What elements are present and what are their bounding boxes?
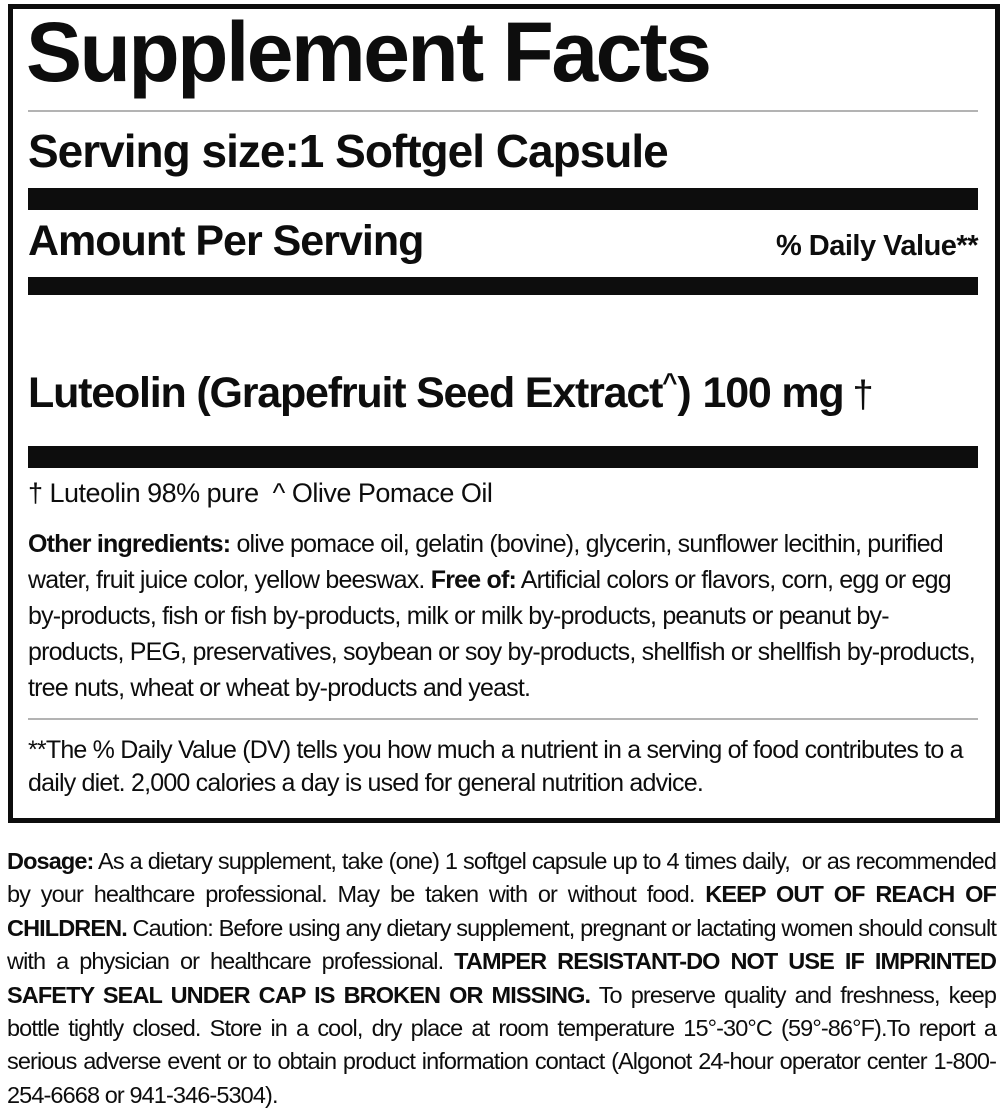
serving-size-row (28, 126, 668, 177)
nutrient-paren-close: ) (677, 369, 691, 417)
column-header-row (28, 217, 978, 266)
amount-per-serving-header: Amount Per Serving (28, 217, 424, 265)
panel-title: Supplement Facts (26, 5, 710, 99)
nutrient-superscript-mark: ^ (662, 367, 678, 397)
daily-value-header: % Daily Value** (775, 230, 978, 262)
daily-value-footnote: **The % Daily Value (DV) tells you how much a nutrient in a serving of food contributes to a daily diet. 2,000 calories a day is used for general nutrition advice. (28, 736, 963, 797)
thick-rule-bottom (28, 446, 978, 468)
dosage-paragraph: Dosage: As a dietary supplement, take (one) 1 softgel capsule up to 4 times daily, or as recommended by your healthcare professional. May be taken with or without food. KEEP OUT OF REACH OF CHILDREN. Caution: Before using any dietary supplement, pregnant or lactating women should consult with a physician or healthcare professional. TAMPER RESISTANT-DO NOT USE IF IMPRINTED SAFETY SEAL UNDER CAP IS BROKEN OR MISSING. To preserve quality and freshness, keep bottle tightly closed. Store in a cool, dry place at room temperature 15°-30°C (59°-86°F).To report a serious adverse event or to obtain product information contact (Algonot 24-hour operator center 1-800-254-6668 or 941-346-5304). (7, 848, 997, 1108)
thick-rule-top (28, 188, 978, 210)
nutrient-dv-mark: † (852, 374, 874, 416)
lower-section (28, 526, 978, 800)
other-ingredients-paragraph: Other ingredients: olive pomace oil, gelatin (bovine), glycerin, sunflower lecithin, purified water, fruit juice color, yellow beeswax. Free of: Artificial colors or flavors, corn, egg or egg by-products, fish or fish by-products, milk or milk by-products, peanuts or peanut by-products, PEG, preservatives, soybean or soy by-products, shellfish or shellfish by-products, tree nuts, wheat or wheat by-products and yeast. (28, 530, 975, 702)
footnote-divider (28, 718, 978, 720)
nutrient-row (28, 369, 993, 415)
title-divider (28, 110, 978, 112)
serving-size-label: Serving size: (28, 125, 299, 177)
symbol-legend: † Luteolin 98% pure ^ Olive Pomace Oil (28, 478, 493, 508)
supplement-facts-panel (8, 4, 1000, 823)
thick-rule-middle (28, 277, 978, 295)
nutrient-amount: 100 mg (702, 369, 844, 417)
nutrient-name: Luteolin (Grapefruit Seed Extract (28, 369, 663, 417)
serving-size-value: 1 Softgel Capsule (298, 125, 668, 177)
